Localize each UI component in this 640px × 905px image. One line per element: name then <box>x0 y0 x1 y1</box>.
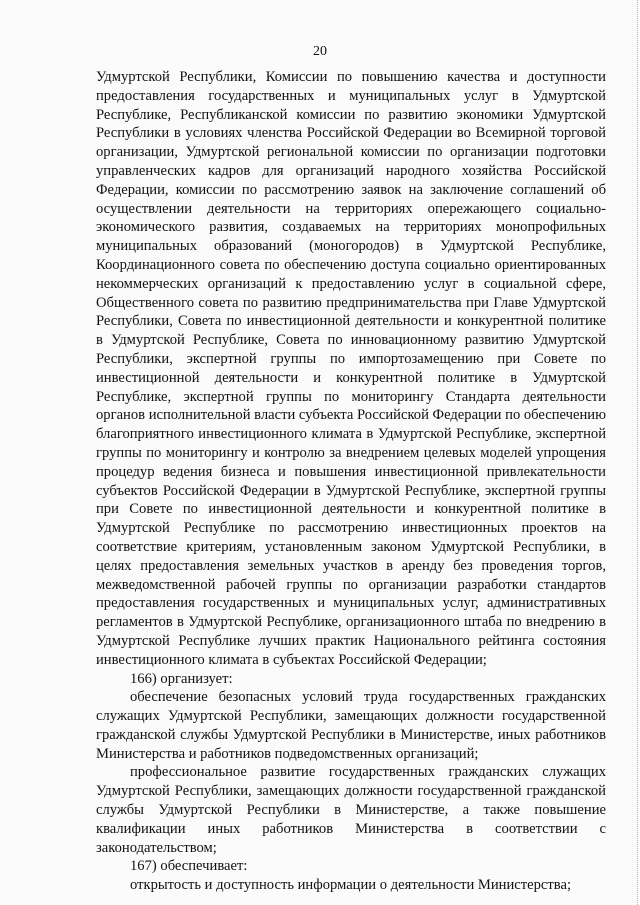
paragraph-safe-working-conditions: обеспечение безопасных условий труда государственных гражданских служащих Удмуртской Республики, замещающих должности государственной гражданской службы Удмуртской Республики в Министерстве, иных работников Министерства и работников подведомственных организаций; <box>96 689 606 762</box>
scan-edge-marks <box>633 0 638 905</box>
paragraph-commissions-list: Удмуртской Республики, Комиссии по повышению качества и доступности предоставления государственных и муниципальных услуг в Удмуртской Республике, Республиканской комиссии по развитию экономики Удмуртской Республики в условиях членства Российской Федерации во Всемирной торговой организации, Удмуртской региональной комиссии по организации подготовки управленческих кадров для организаций народного хозяйства Российской Федерации, комиссии по рассмотрению заявок на заключение соглашений об осуществлении деятельности на территориях опережающего социально-экономического развития, создаваемых на территориях монопрофильных муниципальных образований (моногородов) в Удмуртской Республике, Координационного совета по обеспечению доступа социально ориентированных некоммерческих организаций к предоставлению услуг в социальной сфере, Общественного совета по развитию предпринимательства при Главе Удмуртской Республики, Совета по инвестиционной деятельности и конкурентной политике в Удмуртской Республике, Совета по инновационному развитию Удмуртской Республики, экспертной группы по импортозамещению при Совете по инвестиционной деятельности и конкурентной политике в Удмуртской Республике, экспертной группы по мониторингу Стандарта деятельности органов исполнительной власти субъекта Российской Федерации по обеспечению благоприятного инвестиционного климата в Удмуртской Республике, экспертной группы по мониторингу и контролю за внедрением целевых моделей упрощения процедур ведения бизнеса и повышения инвестиционной привлекательности субъектов Российской Федерации в Удмуртской Республике, экспертной группы при Совете по инвестиционной деятельности и конкурентной политике в Удмуртской Республике по рассмотрению инвестиционных проектов на соответствие критериям, установленным законом Удмуртской Республики, в целях предоставления земельных участков в аренду без проведения торгов, межведомственной рабочей группы по организации разработки стандартов предоставления государственных и муниципальных услуг, административных регламентов в Удмуртской Республике, организационного штаба по внедрению в Удмуртской Республике лучших практик Национального рейтинга состояния инвестиционного климата в субъектах Российской Федерации; <box>96 69 606 668</box>
paragraph-item-167: 167) обеспечивает: <box>130 858 248 875</box>
paragraph-item-166: 166) организует: <box>130 670 233 687</box>
document-body <box>96 68 606 895</box>
paragraph-professional-development: профессиональное развитие государственных гражданских служащих Удмуртской Республики, замещающих должности государственной гражданской службы Удмуртской Республики в Министерстве, а также повышение квалификации иных работников Министерства в соответствии с законодательством; <box>96 764 606 856</box>
page-number: 20 <box>313 44 327 59</box>
paragraph-information-openness: открытость и доступность информации о деятельности Министерства; <box>130 877 572 894</box>
